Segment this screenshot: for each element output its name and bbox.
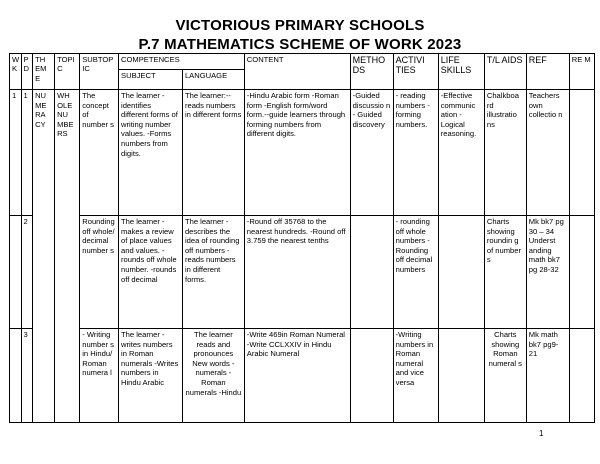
cell-remarks (569, 329, 594, 423)
cell-topic: WH OLE NU MBE RS (55, 90, 80, 423)
cell-tl-aids: Chalkboa rd illustratio ns (484, 90, 526, 216)
cell-subtopic: Rounding off whole/ decimal number s (80, 216, 119, 329)
header-theme: TH EM E (33, 54, 55, 90)
cell-content: -Write 469in Roman Numeral -Write CCLXXIV in Hindu Arabic Numeral (244, 329, 350, 423)
cell-content: -Round off 35768 to the nearest hundreds. -Round off 3.759 the nearest tenths (244, 216, 350, 329)
cell-pd: 2 (21, 216, 33, 329)
header-competences: COMPETENCES (119, 54, 245, 70)
header-life-skills: LIFE SKILLS (438, 54, 484, 90)
cell-pd: 3 (21, 329, 33, 423)
cell-theme: NU ME RA CY (33, 90, 55, 423)
header-wk: W K (10, 54, 22, 90)
header-ref: REF (526, 54, 569, 90)
header-tl-aids: T/L AIDS (484, 54, 526, 90)
scheme-title: P.7 MATHEMATICS SCHEME OF WORK 2023 (138, 36, 462, 53)
header-remarks: RE M (569, 54, 594, 90)
header-content: CONTENT (244, 54, 350, 90)
cell-ref: Mk bk7 pg 30 – 34 Underst anding math bk7 pg 28-32 (526, 216, 569, 329)
cell-tl-aids: Charts showing roundin g of number s (484, 216, 526, 329)
cell-wk (10, 329, 22, 423)
scheme-table (9, 53, 595, 423)
cell-pd: 1 (21, 90, 33, 216)
cell-subtopic: - Writing number s in Hindu/ Roman numera l (80, 329, 119, 423)
cell-activities: -Writing numbers in Roman numeral and vice versa (393, 329, 438, 423)
cell-subtopic: The concept of number s (80, 90, 119, 216)
header-subject: SUBJECT (119, 70, 183, 90)
cell-remarks (569, 90, 594, 216)
cell-methods: -Guided discussio n - Guided discovery (350, 90, 393, 216)
header-topic: TOPI C (55, 54, 80, 90)
cell-tl-aids: Charts showing Roman numeral s (484, 329, 526, 423)
cell-language: The learner reads and pronounces New words -numerals -Roman numerals -Hindu (182, 329, 244, 423)
cell-remarks (569, 216, 594, 329)
table-row (10, 216, 595, 329)
page-number: 1 (539, 429, 544, 438)
school-title: VICTORIOUS PRIMARY SCHOOLS (175, 17, 425, 34)
cell-content: -Hindu Arabic form -Roman form -English form/word form.--guide learners through forming numbers from different digits. (244, 90, 350, 216)
cell-wk (10, 216, 22, 329)
cell-activities: - reading numbers -forming numbers. (393, 90, 438, 216)
cell-subject: The learner -makes a review of place values and values. -rounds off whole number. -rounds off decimal (119, 216, 183, 329)
cell-methods (350, 329, 393, 423)
cell-ref: Teachers own collectio n (526, 90, 569, 216)
cell-life-skills (438, 216, 484, 329)
cell-life-skills: -Effective communic ation -Logical reasoning. (438, 90, 484, 216)
cell-subject: The learner -identifies different forms of writing number values. -Forms numbers from digits. (119, 90, 183, 216)
cell-activities: - rounding off whole numbers - Rounding off decimal numbers (393, 216, 438, 329)
cell-ref: Mk math bk7 pg9- 21 (526, 329, 569, 423)
header-row (10, 54, 595, 70)
cell-life-skills (438, 329, 484, 423)
cell-methods (350, 216, 393, 329)
table-row (10, 90, 595, 216)
cell-wk: 1 (10, 90, 22, 216)
cell-language: The learner -describes the idea of rounding off numbers -reads numbers in different forms. (182, 216, 244, 329)
header-pd: P D (21, 54, 33, 90)
cell-language: The learner:-- reads numbers in different forms (182, 90, 244, 216)
table-row (10, 329, 595, 423)
header-methods: METHO DS (350, 54, 393, 90)
header-language: LANGUAGE (182, 70, 244, 90)
cell-subject: The learner -writes numbers in Roman numerals -Writes numbers in Hindu Arabic (119, 329, 183, 423)
header-subtopic: SUBTOP IC (80, 54, 119, 90)
header-activities: ACTIVI TIES (393, 54, 438, 90)
